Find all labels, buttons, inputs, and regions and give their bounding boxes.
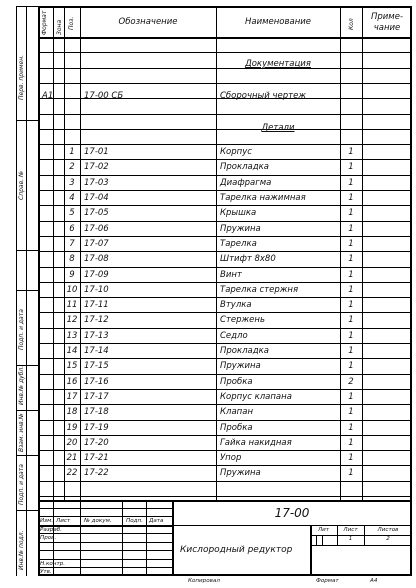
row-designation: 17-01 <box>84 147 109 157</box>
row-qty: 1 <box>348 178 354 188</box>
ref-no-label: Справ. № <box>18 170 25 200</box>
row-pos: 18 <box>66 407 78 417</box>
row-designation: 17-21 <box>84 453 109 463</box>
header-pos: Поз. <box>68 16 75 30</box>
row-designation: 17-09 <box>84 270 109 280</box>
row-qty: 1 <box>348 392 354 402</box>
drawing-code: 17-00 <box>274 506 310 520</box>
row-name: Тарелка нажимная <box>220 193 306 203</box>
sign-date-label-2: Подп. и дата <box>18 464 25 505</box>
row-pos: 9 <box>69 270 75 280</box>
row-designation: 17-08 <box>84 254 109 264</box>
section-parts: Детали <box>261 123 295 133</box>
row-name: Втулка <box>220 300 252 310</box>
row-pos: 12 <box>66 315 78 325</box>
tb-sheet: Лист <box>343 527 358 533</box>
row-pos: 7 <box>69 239 75 249</box>
row-pos: 16 <box>66 377 78 387</box>
header-qty: Кол <box>348 18 355 30</box>
row-designation: 17-04 <box>84 193 109 203</box>
header-designation: Обозначение <box>118 17 178 27</box>
row-pos: 15 <box>66 361 78 371</box>
row-qty: 1 <box>348 407 354 417</box>
tb-date: Дата <box>149 518 164 524</box>
tb-sheet-value: 1 <box>348 536 353 542</box>
row-name: Пружина <box>220 224 261 234</box>
row-designation: 17-05 <box>84 208 109 218</box>
row-qty: 1 <box>348 162 354 172</box>
row-designation: 17-07 <box>84 239 109 249</box>
assembly-format: А1 <box>42 91 54 101</box>
row-name: Гайка накидная <box>220 438 292 448</box>
row-qty: 1 <box>348 239 354 249</box>
row-designation: 17-06 <box>84 224 109 234</box>
row-qty: 1 <box>348 254 354 264</box>
row-qty: 1 <box>348 300 354 310</box>
row-qty: 1 <box>348 468 354 478</box>
row-pos: 14 <box>66 346 78 356</box>
sign-date-label-1: Подп. и дата <box>18 309 25 350</box>
row-qty: 1 <box>348 285 354 295</box>
row-pos: 8 <box>69 254 75 264</box>
row-designation: 17-16 <box>84 377 109 387</box>
first-use-label: Перв. примен. <box>18 54 25 100</box>
row-name: Прокладка <box>220 346 269 356</box>
row-qty: 2 <box>348 377 354 387</box>
row-qty: 1 <box>348 147 354 157</box>
row-designation: 17-03 <box>84 178 109 188</box>
row-name: Штифт 8х80 <box>220 254 276 264</box>
row-name: Тарелка стержня <box>220 285 299 295</box>
row-designation: 17-02 <box>84 162 109 172</box>
row-name: Пружина <box>220 468 261 478</box>
tb-izm: Изм. <box>40 518 54 524</box>
section-documentation: Документация <box>245 59 311 69</box>
row-name: Тарелка <box>220 239 257 249</box>
footer-format-value: А4 <box>370 578 378 584</box>
row-name: Седло <box>220 331 248 341</box>
footer-copied: Копировал <box>188 578 220 584</box>
row-name: Корпус клапана <box>220 392 292 402</box>
row-designation: 17-10 <box>84 285 109 295</box>
tb-checked: Пров. <box>40 535 57 541</box>
product-name: Кислородный редуктор <box>180 545 293 555</box>
tb-lit: Лит <box>317 527 330 533</box>
tb-sheets: Листов <box>377 527 399 533</box>
tb-doc-no: № докум. <box>84 518 112 524</box>
row-qty: 1 <box>348 438 354 448</box>
tb-n-control: Н.контр. <box>40 561 66 567</box>
header-note-2: чание <box>373 23 401 33</box>
row-qty: 1 <box>348 453 354 463</box>
row-designation: 17-14 <box>84 346 109 356</box>
row-designation: 17-20 <box>84 438 109 448</box>
row-pos: 11 <box>66 300 78 310</box>
row-qty: 1 <box>348 346 354 356</box>
row-designation: 17-18 <box>84 407 109 417</box>
row-qty: 1 <box>348 208 354 218</box>
row-name: Корпус <box>220 147 252 157</box>
row-qty: 1 <box>348 224 354 234</box>
row-pos: 3 <box>69 178 75 188</box>
row-designation: 17-22 <box>84 468 109 478</box>
header-format: Формат <box>41 10 48 35</box>
tb-sign: Подп. <box>126 518 143 524</box>
row-name: Клапан <box>220 407 253 417</box>
row-name: Пробка <box>220 423 253 433</box>
row-name: Пробка <box>220 377 253 387</box>
tb-approved: Утв. <box>40 569 52 575</box>
row-qty: 1 <box>348 423 354 433</box>
header-zone: Зона <box>56 19 63 35</box>
row-pos: 1 <box>69 147 75 157</box>
row-pos: 20 <box>66 438 78 448</box>
row-name: Стержень <box>220 315 265 325</box>
row-designation: 17-15 <box>84 361 109 371</box>
row-name: Винт <box>220 270 242 280</box>
row-name: Диафрагма <box>220 178 272 188</box>
orig-no-label: Инв.№ подл. <box>18 530 25 570</box>
row-designation: 17-17 <box>84 392 109 402</box>
dup-no-label: Инв.№ дубл. <box>18 365 25 405</box>
row-pos: 13 <box>66 331 78 341</box>
header-name: Наименование <box>244 17 312 27</box>
row-pos: 6 <box>69 224 75 234</box>
row-pos: 22 <box>66 468 78 478</box>
tb-developed: Разраб. <box>40 527 62 533</box>
footer-format: Формат <box>316 578 339 584</box>
assembly-name: Сборочный чертеж <box>220 91 306 101</box>
row-designation: 17-19 <box>84 423 109 433</box>
row-qty: 1 <box>348 193 354 203</box>
row-pos: 19 <box>66 423 78 433</box>
row-name: Пружина <box>220 361 261 371</box>
replace-no-label: Взам. инв.№ <box>18 413 25 452</box>
tb-sheets-value: 2 <box>386 536 390 542</box>
row-qty: 1 <box>348 270 354 280</box>
row-designation: 17-13 <box>84 331 109 341</box>
row-pos: 2 <box>69 162 75 172</box>
row-pos: 5 <box>69 208 75 218</box>
row-designation: 17-12 <box>84 315 109 325</box>
header-note-1: Приме- <box>370 12 404 22</box>
row-name: Упор <box>220 453 242 463</box>
row-designation: 17-11 <box>84 300 109 310</box>
row-pos: 10 <box>66 285 78 295</box>
row-pos: 17 <box>66 392 78 402</box>
row-name: Крышка <box>220 208 257 218</box>
tb-list: Лист <box>56 518 71 524</box>
row-name: Прокладка <box>220 162 269 172</box>
row-pos: 4 <box>69 193 75 203</box>
assembly-designation: 17-00 СБ <box>84 91 124 101</box>
row-qty: 1 <box>348 315 354 325</box>
row-qty: 1 <box>348 331 354 341</box>
row-qty: 1 <box>348 361 354 371</box>
row-pos: 21 <box>66 453 78 463</box>
